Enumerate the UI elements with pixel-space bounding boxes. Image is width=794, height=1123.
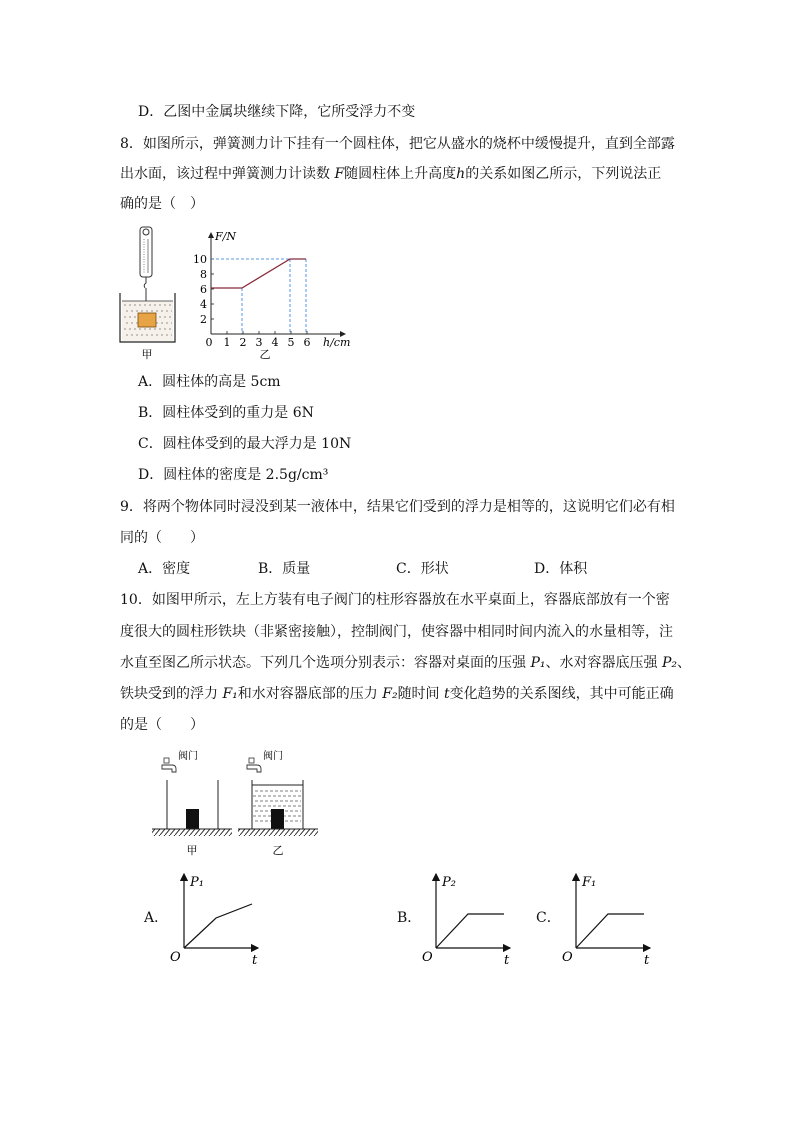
q10-option-a-label[interactable]: A． (144, 910, 169, 926)
x-tick-label: 1 (223, 336, 231, 349)
q8-var-h: h (456, 166, 466, 182)
x-tick-label: 3 (255, 336, 263, 349)
q10-var-t: t (444, 686, 450, 702)
q9-stem-line2: 同的（ ） (120, 530, 204, 546)
x-tick-label: 5 (287, 336, 295, 349)
q8-text-c: 的关系如图乙所示，下列说法正 (465, 166, 662, 182)
q8-graph-yi (193, 225, 358, 360)
q10-stem-line5: 的是（ ） (120, 717, 204, 733)
q10-var-f2: F₂ (382, 686, 398, 702)
y-tick-label: 2 (200, 313, 207, 326)
q10-text-4d: 变化趋势的关系图线，其中可能正确 (449, 686, 674, 702)
q10-option-c-label[interactable]: C． (536, 910, 561, 926)
q10-graph-b[interactable] (420, 868, 520, 968)
q8-text-a: 出水面，该过程中弹簧测力计读数 (120, 166, 335, 182)
q10-stem-line3 (120, 653, 691, 673)
y-tick-label: 4 (200, 298, 207, 311)
x-tick-label: 4 (271, 336, 279, 349)
graph-b-x-label: t (504, 953, 510, 968)
y-tick-label: 8 (200, 268, 207, 281)
q8-option-b[interactable]: B．圆柱体受到的重力是 6N (138, 405, 314, 421)
q8-label-jia: 甲 (141, 348, 153, 360)
faucet-yi-icon (247, 765, 261, 772)
q10-stem-line4 (120, 684, 674, 704)
q8-option-c[interactable]: C．圆柱体受到的最大浮力是 10N (138, 436, 352, 452)
y-tick-label: 6 (200, 283, 207, 296)
q10-containers-figure (150, 745, 325, 860)
graph-a-y-label: P₁ (190, 875, 204, 890)
q10-text-4c: 随时间 (397, 686, 445, 702)
graph-c-curve (576, 914, 644, 948)
graph-b-curve (436, 914, 504, 948)
q9-option-d[interactable]: D．体积 (534, 561, 588, 577)
q10-text-4b: 和水对容器底部的压力 (237, 686, 383, 702)
graph-a-origin: O (170, 950, 181, 965)
q10-var-p1: P₁ (530, 655, 546, 671)
q10-label-yi: 乙 (272, 844, 284, 857)
graph-c-origin: O (562, 950, 573, 965)
q10-label-jia: 甲 (186, 844, 198, 857)
q10-graph-a[interactable] (168, 868, 268, 968)
faucet-jia-icon (162, 765, 176, 772)
q10-text-3a: 水直至图乙所示状态。下列几个选项分别表示：容器对桌面的压强 (120, 655, 531, 671)
q8-option-a[interactable]: A．圆柱体的高是 5cm (138, 374, 281, 390)
valve-knob-jia (164, 758, 169, 763)
q8-label-yi: 乙 (259, 348, 271, 360)
container-jia (152, 749, 232, 857)
y-axis-label-text: F/N (215, 230, 236, 243)
q9-option-a[interactable]: A．密度 (138, 561, 191, 577)
x-tick-label: 6 (303, 336, 311, 349)
q8-var-f: F (334, 166, 345, 182)
q8-stem-line3: 确的是（ ） (120, 196, 204, 212)
q10-stem-line2: 度很大的圆柱形铁块（非紧密接触），控制阀门，使容器中相同时间内流入的水量相等，注 (120, 624, 673, 640)
q10-stem-line1: 10．如图甲所示，左上方装有电子阀门的柱形容器放在水平桌面上，容器底部放有一个密 (120, 592, 670, 608)
x-tick-label: 0 (205, 336, 213, 349)
q8-figure-jia (115, 225, 185, 360)
q7-option-d: D．乙图中金属块继续下降，它所受浮力不变 (138, 104, 416, 120)
q10-graph-c[interactable] (560, 868, 660, 968)
y-axis-label (214, 230, 236, 243)
graph-c-x-label: t (644, 953, 650, 968)
x-axis-label: h/cm (323, 336, 351, 349)
q8-stem-line2 (120, 164, 661, 184)
q10-text-3c: 、 (677, 655, 691, 671)
q8-stem-line1: 8．如图所示，弹簧测力计下挂有一个圆柱体，把它从盛水的烧杯中缓慢提升，直到全部露 (120, 136, 675, 152)
q10-option-b-label[interactable]: B． (397, 910, 422, 926)
q8-option-d[interactable]: D．圆柱体的密度是 2.5g/cm³ (138, 467, 329, 483)
container-yi (238, 749, 318, 857)
iron-block-yi (271, 809, 284, 829)
f-h-curve (211, 259, 306, 288)
valve-label-jia: 阀门 (178, 751, 198, 762)
y-tick-label: 10 (193, 253, 207, 266)
q10-text-4a: 铁块受到的浮力 (120, 686, 223, 702)
spring-scale-hook (144, 277, 146, 288)
iron-block-jia (186, 809, 199, 829)
q9-option-b[interactable]: B．质量 (258, 561, 311, 577)
table-yi (238, 829, 318, 836)
valve-label-yi: 阀门 (263, 751, 283, 762)
graph-b-origin: O (422, 950, 433, 965)
graph-b-y-label: P₂ (442, 875, 456, 890)
q9-option-c[interactable]: C．形状 (396, 561, 449, 577)
graph-c-y-label: F₁ (582, 875, 597, 890)
q9-stem-line1: 9．将两个物体同时浸没到某一液体中，结果它们受到的浮力是相等的，这说明它们必有相 (120, 499, 675, 515)
q10-var-f1: F₁ (222, 686, 238, 702)
q8-text-b: 随圆柱体上升高度 (344, 166, 457, 182)
graph-a-curve (184, 904, 252, 948)
valve-knob-yi (249, 758, 254, 763)
cylinder-block (138, 313, 156, 327)
q10-var-p2: P₂ (661, 655, 677, 671)
graph-a-x-label: t (252, 953, 258, 968)
table-jia (152, 829, 232, 836)
x-tick-label: 2 (239, 336, 247, 349)
q10-text-3b: 、水对容器底压强 (545, 655, 662, 671)
